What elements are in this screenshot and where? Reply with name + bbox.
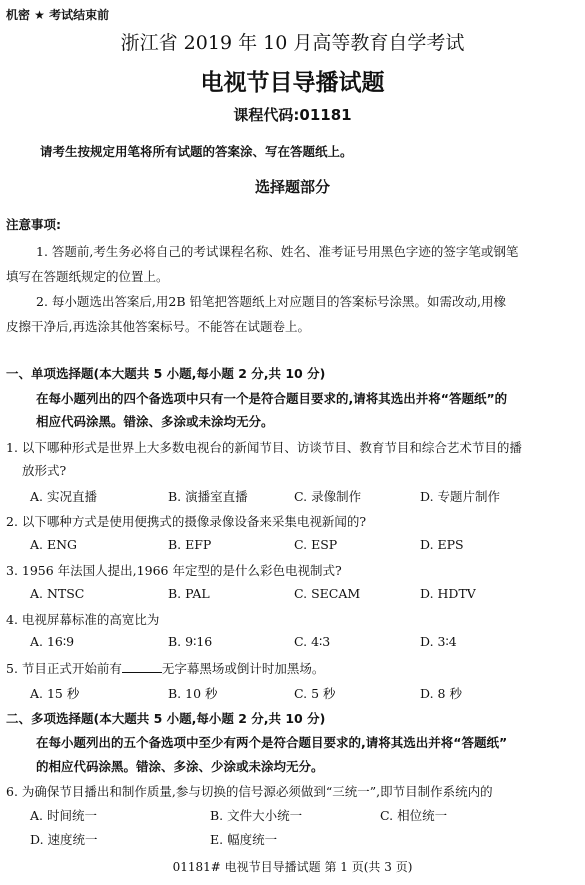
- question-3: 3. 1956 年法国人提出,1966 年定型的是什么彩色电视制式?: [6, 563, 342, 578]
- q1-option-d: D. 专题片制作: [420, 489, 501, 504]
- q4-option-d: D. 3∶4: [420, 634, 457, 649]
- q3-option-c: C. SECAM: [294, 586, 361, 601]
- q2-option-b: B. EFP: [168, 537, 212, 552]
- q3-option-a: A. NTSC: [30, 586, 85, 601]
- q2-option-d: D. EPS: [420, 537, 464, 552]
- note-1-line-2: 填写在答题纸规定的位置上。: [6, 269, 169, 284]
- q4-option-a: A. 16∶9: [30, 634, 75, 649]
- question-5-text-before-blank: 5. 节目正式开始前有: [6, 661, 122, 676]
- note-2-line-1: 2. 每小题选出答案后,用2B 铅笔把答题纸上对应题目的答案标号涂黑。如需改动,用橡: [36, 294, 506, 309]
- note-1-line-1: 1. 答题前,考生务必将自己的考试课程名称、姓名、准考证号用黑色字迹的签字笔或钢笔: [36, 244, 519, 259]
- section-2-requirement-line-2: 的相应代码涂黑。错涂、多涂、少涂或未涂均无分。: [36, 759, 324, 774]
- question-5-text-after-blank: 无字幕黑场或倒计时加黑场。: [161, 661, 325, 676]
- exam-title: 浙江省 2019 年 10 月高等教育自学考试: [120, 32, 465, 54]
- q2-option-a: A. ENG: [30, 537, 78, 552]
- q1-option-a: A. 实况直播: [30, 489, 97, 504]
- q3-option-d: D. HDTV: [420, 586, 476, 601]
- section-1-requirement-line-2: 相应代码涂黑。错涂、多涂或未涂均无分。: [36, 414, 274, 429]
- section-1-requirement-line-1: 在每小题列出的四个备选项中只有一个是符合题目要求的,请将其选出并将“答题纸”的: [36, 391, 508, 406]
- q1-option-c: C. 录像制作: [294, 489, 362, 504]
- question-2: 2. 以下哪种方式是使用便携式的摄像录像设备来采集电视新闻的?: [6, 514, 367, 529]
- general-instruction: 请考生按规定用笔将所有试题的答案涂、写在答题纸上。: [40, 144, 353, 159]
- notes-heading: 注意事项:: [6, 217, 61, 232]
- answer-blank: [122, 661, 162, 673]
- question-6: 6. 为确保节目播出和制作质量,参与切换的信号源必须做到“三统一”,即节目制作系统内的: [6, 784, 493, 799]
- q6-option-e: E. 幅度统一: [210, 832, 278, 847]
- question-5: [6, 659, 324, 677]
- confidential-label: 机密 ★ 考试结束前: [6, 8, 110, 22]
- q5-option-d: D. 8 秒: [420, 686, 462, 701]
- q3-option-b: B. PAL: [168, 586, 210, 601]
- q6-option-a: A. 时间统一: [30, 808, 97, 823]
- question-4: 4. 电视屏幕标准的高宽比为: [6, 612, 160, 627]
- question-1-line-1: 1. 以下哪种形式是世界上大多数电视台的新闻节目、访谈节目、教育节目和综合艺术节目的播: [6, 440, 522, 455]
- q4-option-b: B. 9∶16: [168, 634, 213, 649]
- q4-option-c: C. 4∶3: [294, 634, 331, 649]
- q6-option-b: B. 文件大小统一: [210, 808, 303, 823]
- q6-option-c: C. 相位统一: [380, 808, 448, 823]
- q5-option-b: B. 10 秒: [168, 686, 218, 701]
- part-title: 选择题部分: [254, 178, 330, 196]
- q5-option-a: A. 15 秒: [30, 686, 80, 701]
- note-2-line-2: 皮擦干净后,再选涂其他答案标号。不能答在试题卷上。: [6, 319, 310, 334]
- q2-option-c: C. ESP: [294, 537, 338, 552]
- question-1-line-2: 放形式?: [22, 463, 67, 478]
- subject-title: 电视节目导播试题: [200, 70, 385, 96]
- section-2-requirement-line-1: 在每小题列出的五个备选项中至少有两个是符合题目要求的,请将其选出并将“答题纸”: [36, 735, 508, 750]
- page-footer: 01181# 电视节目导播试题 第 1 页(共 3 页): [172, 860, 413, 874]
- q1-option-b: B. 演播室直播: [168, 489, 248, 504]
- q6-option-d: D. 速度统一: [30, 832, 98, 847]
- course-code: 课程代码:01181: [233, 106, 352, 124]
- q5-option-c: C. 5 秒: [294, 686, 336, 701]
- section-1-title: 一、单项选择题(本大题共 5 小题,每小题 2 分,共 10 分): [6, 366, 326, 381]
- section-2-title: 二、多项选择题(本大题共 5 小题,每小题 2 分,共 10 分): [6, 711, 326, 726]
